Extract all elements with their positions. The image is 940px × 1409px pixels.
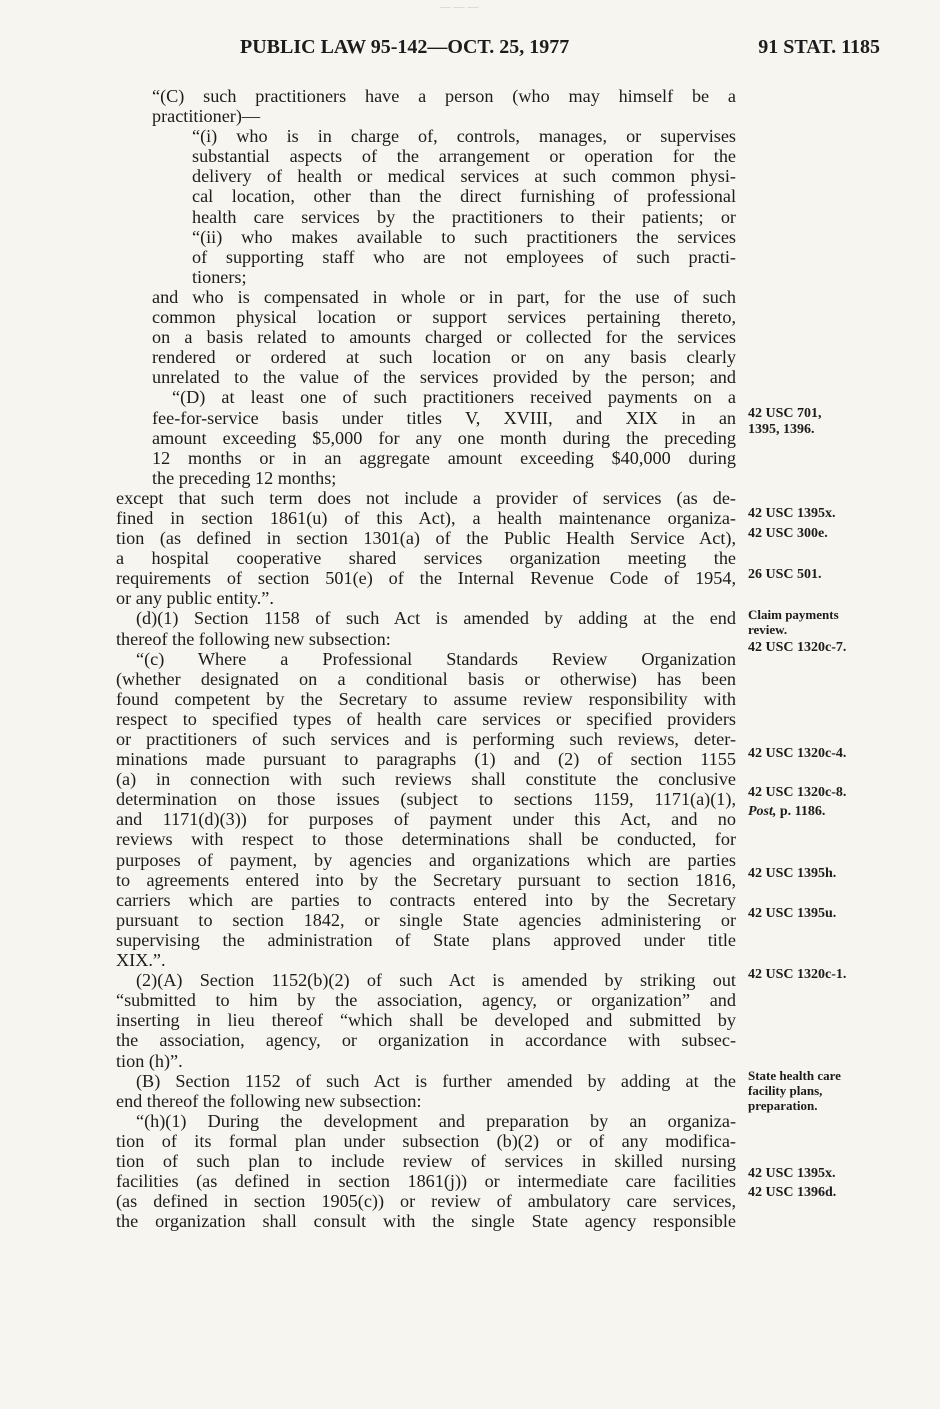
text-line: the association, agency, or organization in accordance with subsec- — [116, 1030, 736, 1051]
text-line: delivery of health or medical services at such common physi- — [192, 166, 736, 187]
margin-citation: 42 USC 1395u. — [748, 906, 837, 921]
note-line: preparation. — [748, 1098, 818, 1113]
header-statute-page: 91 STAT. 1185 — [758, 36, 880, 58]
margin-post-reference — [748, 804, 928, 820]
text-line: (a) in connection with such reviews shall constitute the conclusive — [116, 769, 736, 790]
text-line: of supporting staff who are not employees of such practi- — [192, 246, 736, 267]
text-line: amount exceeding $5,000 for any one month during the preceding — [152, 427, 736, 448]
text-line: common physical location or support services pertaining thereto, — [152, 307, 736, 328]
text-line: pursuant to section 1842, or single State agencies administering or — [116, 909, 736, 930]
margin-citation: 42 USC 300e. — [748, 526, 828, 541]
text-line: tioners; — [192, 266, 247, 287]
text-line: supervising the administration of State plans approved under title — [116, 929, 736, 950]
text-line: the preceding 12 months; — [152, 467, 337, 488]
margin-citation: 42 USC 1320c-7. — [748, 640, 847, 655]
text-line: (as defined in section 1905(c)) or review of ambulatory care services, — [116, 1191, 736, 1212]
text-line: or practitioners of such services and is performing such reviews, deter- — [116, 729, 736, 749]
text-line: cal location, other than the direct furnishing of professional — [192, 186, 736, 207]
text-line: “(C) such practitioners have a person (who may himself be a — [152, 86, 736, 106]
text-line: the organization shall consult with the single State agency responsible — [116, 1211, 736, 1232]
text-line: XIX.”. — [116, 950, 166, 971]
text-line: (2)(A) Section 1152(b)(2) of such Act is amended by striking out — [136, 970, 736, 991]
note-line: State health care — [748, 1068, 841, 1083]
citation-line: 1395, 1396. — [748, 422, 815, 437]
text-line: except that such term does not include a provider of services (as de- — [116, 487, 736, 508]
margin-citation: 42 USC 1395h. — [748, 866, 837, 881]
citation-line: 42 USC 701, — [748, 406, 822, 421]
text-line: found competent by the Secretary to assume review responsibility with — [116, 688, 736, 709]
text-line: requirements of section 501(e) of the Internal Revenue Code of 1954, — [116, 568, 736, 589]
text-line: substantial aspects of the arrangement or operation for the — [192, 146, 736, 167]
text-line: fee-for-service basis under titles V, XVIII, and XIX in an — [152, 407, 736, 428]
text-line: to agreements entered into by the Secretary pursuant to section 1816, — [116, 869, 736, 890]
text-line: respect to specified types of health care services or specified providers — [116, 708, 736, 729]
text-line: tion of its formal plan under subsection (b)(2) or of any modifica- — [116, 1130, 736, 1151]
text-line: minations made pursuant to paragraphs (1) and (2) of section 1155 — [116, 749, 736, 770]
text-line: 12 months or in an aggregate amount exceeding $40,000 during — [152, 447, 736, 468]
text-line: “(i) who is in charge of, controls, manages, or supervises — [192, 126, 736, 147]
text-line: (B) Section 1152 of such Act is further amended by adding at the — [136, 1070, 736, 1091]
margin-note-state-health-care — [748, 1068, 928, 1113]
text-line: fined in section 1861(u) of this Act), a health maintenance organiza- — [116, 507, 736, 528]
text-line: tion (as defined in section 1301(a) of the Public Health Service Act), — [116, 528, 736, 549]
text-line: inserting in lieu thereof “which shall be developed and submitted by — [116, 1010, 736, 1031]
text-line: “(ii) who makes available to such practitioners the services — [192, 226, 736, 247]
margin-citation — [748, 406, 928, 438]
text-line: on a basis related to amounts charged or collected for the services — [152, 327, 736, 348]
margin-citation: 42 USC 1320c-4. — [748, 746, 847, 761]
text-line: a hospital cooperative shared services organization meeting the — [116, 548, 736, 569]
margin-citation: 42 USC 1320c-1. — [748, 967, 847, 982]
post-word: Post, — [748, 804, 777, 819]
margin-citation: 42 USC 1320c-8. — [748, 785, 847, 800]
margin-citation: 26 USC 501. — [748, 567, 822, 582]
margin-note-claim-payments — [748, 607, 928, 637]
text-line: and who is compensated in whole or in part, for the use of such — [152, 286, 736, 307]
text-line: “(c) Where a Professional Standards Review Organization — [136, 648, 736, 669]
text-line: “submitted to him by the association, agency, or organization” and — [116, 990, 736, 1011]
text-line: facilities (as defined in section 1861(j)) or intermediate care facilities — [116, 1171, 736, 1192]
bleed-through-mark: ——— — [439, 0, 481, 14]
text-line: tion of such plan to include review of services in skilled nursing — [116, 1150, 736, 1171]
text-line: health care services by the practitioners to their patients; or — [192, 206, 736, 227]
text-line: determination on those issues (subject to sections 1159, 1171(a)(1), — [116, 789, 736, 810]
text-line: end thereof the following new subsection: — [116, 1090, 422, 1111]
text-line: thereof the following new subsection: — [116, 628, 391, 649]
text-line: “(h)(1) During the development and preparation by an organiza- — [136, 1110, 736, 1131]
text-line: (d)(1) Section 1158 of such Act is amended by adding at the end — [136, 608, 736, 629]
text-line: rendered or ordered at such location or on any basis clearly — [152, 347, 736, 368]
text-line: “(D) at least one of such practitioners received payments on a — [172, 387, 736, 408]
text-line: or any public entity.”. — [116, 588, 274, 609]
text-line: carriers which are parties to contracts entered into by the Secretary — [116, 889, 736, 910]
text-line: reviews with respect to those determinations shall be conducted, for — [116, 829, 736, 850]
text-line: and 1171(d)(3)) for purposes of payment under this Act, and no — [116, 809, 736, 830]
text-line: (whether designated on a conditional basis or otherwise) has been — [116, 668, 736, 689]
post-page: p. 1186. — [776, 804, 826, 819]
text-line: tion (h)”. — [116, 1050, 183, 1071]
text-line: purposes of payment, by agencies and organizations which are parties — [116, 849, 736, 870]
header-law-title: PUBLIC LAW 95-142—OCT. 25, 1977 — [240, 36, 570, 58]
note-line: facility plans, — [748, 1083, 823, 1098]
text-line: practitioner)— — [152, 106, 261, 127]
note-line: Claim payments — [748, 607, 839, 622]
text-line: unrelated to the value of the services provided by the person; and — [152, 367, 736, 388]
margin-citation: 42 USC 1396d. — [748, 1185, 837, 1200]
running-header — [240, 36, 880, 60]
margin-citation: 42 USC 1395x. — [748, 1166, 836, 1181]
statute-text — [116, 86, 736, 1231]
margin-citation: 42 USC 1395x. — [748, 506, 836, 521]
note-line: review. — [748, 622, 788, 637]
